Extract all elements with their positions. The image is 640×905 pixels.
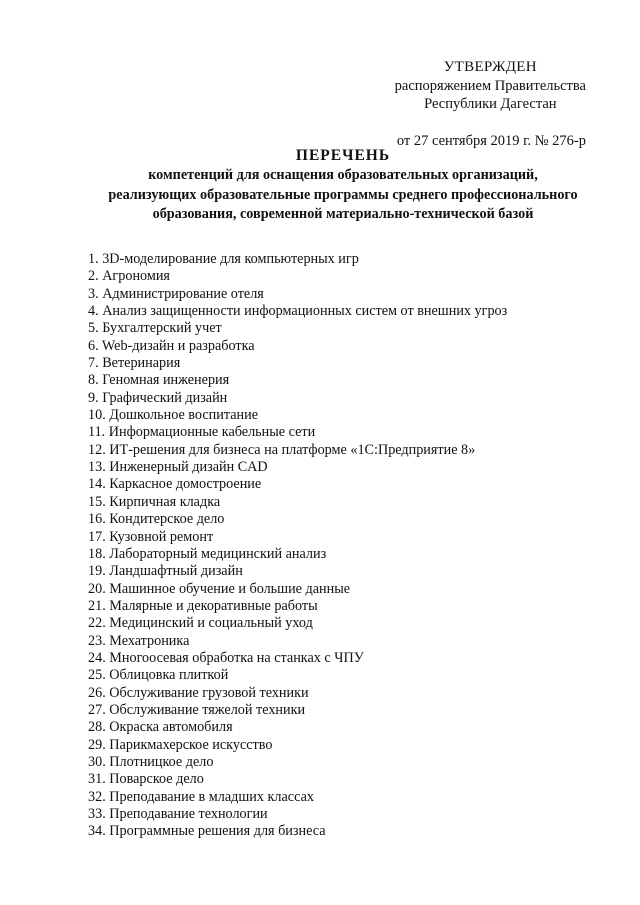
list-item: 13. Инженерный дизайн CAD: [88, 459, 268, 476]
list-item: 15. Кирпичная кладка: [88, 493, 221, 510]
document-subtitle-line: компетенций для оснащения образовательных организаций,: [148, 167, 538, 183]
list-item: 18. Лабораторный медицинский анализ: [88, 545, 327, 562]
list-item: 16. Кондитерское дело: [88, 511, 225, 528]
document-title: ПЕРЕЧЕНЬ: [295, 147, 391, 164]
document-subtitle-line: образования, современной материально-технической базой: [152, 206, 534, 222]
list-item: 9. Графический дизайн: [88, 389, 228, 406]
list-item: 17. Кузовной ремонт: [88, 528, 214, 545]
competency-list: [88, 251, 507, 841]
list-item: 10. Дошкольное воспитание: [88, 407, 258, 424]
list-item: 2. Агрономия: [88, 268, 170, 285]
approval-stamp: [395, 58, 586, 150]
list-item: 8. Геномная инженерия: [88, 372, 230, 389]
list-item: 4. Анализ защищенности информационных систем от внешних угроз: [88, 303, 508, 320]
list-item: 1. 3D-моделирование для компьютерных игр: [88, 251, 359, 267]
list-item: 23. Мехатроника: [88, 632, 190, 649]
list-item: 27. Обслуживание тяжелой техники: [88, 701, 306, 718]
list-item: 30. Плотницкое дело: [88, 753, 214, 770]
list-item: 14. Каркасное домостроение: [88, 476, 262, 493]
approval-title: УТВЕРЖДЕН: [443, 59, 537, 75]
list-item: 31. Поварское дело: [88, 771, 204, 788]
list-item: 7. Ветеринария: [88, 355, 181, 372]
list-item: 19. Ландшафтный дизайн: [88, 563, 243, 580]
list-item: 32. Преподавание в младших классах: [88, 788, 314, 805]
document-subtitle-line: реализующих образовательные программы среднего профессионального: [108, 186, 578, 203]
list-item: 6. Web-дизайн и разработка: [88, 337, 255, 354]
list-item: 3. Администрирование отеля: [88, 285, 264, 302]
list-item: 12. ИТ-решения для бизнеса на платформе «1С:Предприятие 8»: [88, 441, 476, 458]
list-item: 22. Медицинский и социальный уход: [88, 615, 313, 632]
list-item: 21. Малярные и декоративные работы: [88, 597, 318, 614]
list-item: 26. Обслуживание грузовой техники: [88, 684, 309, 701]
list-item: 25. Облицовка плиткой: [88, 667, 229, 684]
approval-authority: распоряжением Правительства: [394, 78, 586, 94]
approval-order-reference: от 27 сентября 2019 г. № 276-р: [396, 133, 586, 149]
document-heading: [100, 146, 586, 224]
list-item: 20. Машинное обучение и большие данные: [88, 580, 351, 597]
list-item: 5. Бухгалтерский учет: [88, 320, 222, 337]
list-item: 33. Преподавание технологии: [88, 806, 268, 822]
list-item: 34. Программные решения для бизнеса: [88, 823, 326, 840]
list-item: 28. Окраска автомобиля: [88, 719, 233, 736]
list-item: 24. Многоосевая обработка на станках с ЧПУ: [88, 649, 364, 666]
list-item: 11. Информационные кабельные сети: [88, 424, 316, 441]
approval-region: Республики Дагестан: [424, 96, 557, 112]
list-item: 29. Парикмахерское искусство: [88, 736, 273, 753]
